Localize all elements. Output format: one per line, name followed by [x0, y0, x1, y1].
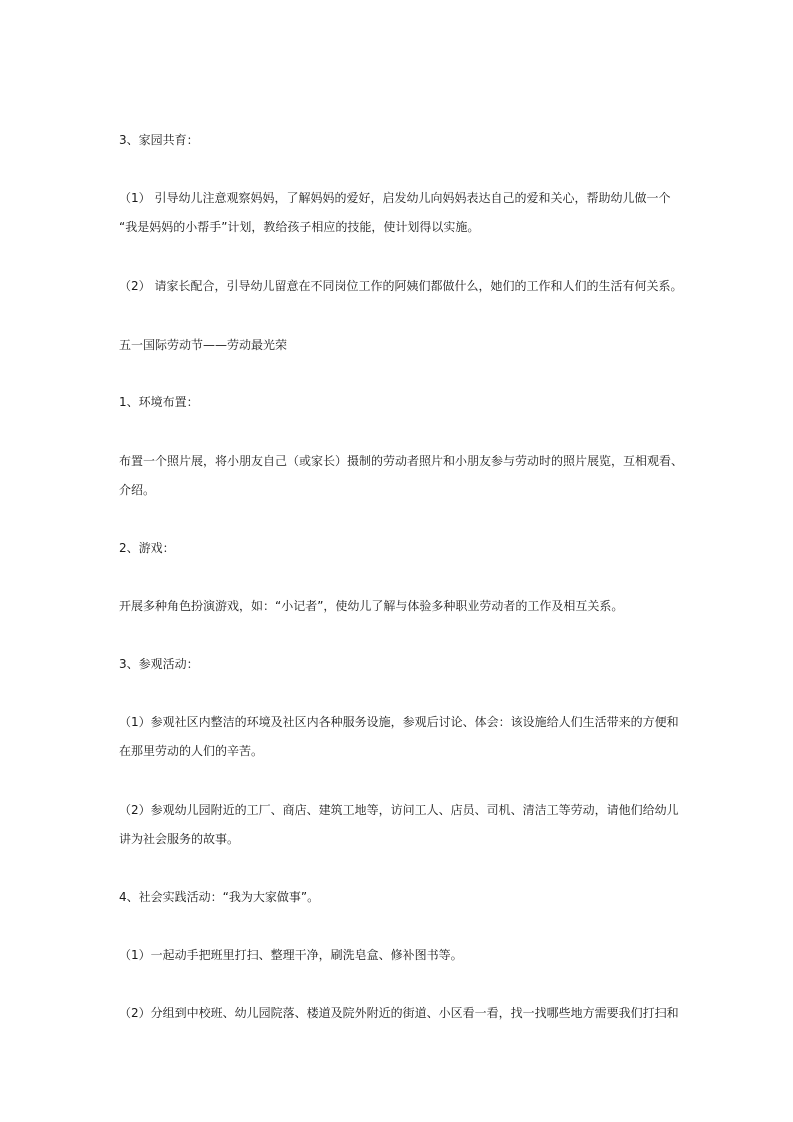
text-line: 布置一个照片展，将小朋友自己（或家长）摄制的劳动者照片和小朋友参与劳动时的照片展览，互相观看、	[119, 454, 684, 468]
text-line: 在那里劳动的人们的辛苦。	[119, 744, 264, 758]
paragraph-visit-1	[119, 708, 679, 766]
text-line: 讲为社会服务的故事。	[119, 832, 240, 846]
paragraph-role-play	[119, 592, 679, 621]
paragraph-photo-exhibit	[119, 447, 684, 505]
text-line: （1）一起动手把班里打扫、整理干净，刷洗皂盒、修补图书等。	[119, 948, 463, 962]
heading-social-practice	[119, 883, 679, 912]
paragraph-practice-1	[119, 941, 679, 970]
text-line: （2）参观幼儿园附近的工厂、商店、建筑工地等，访问工人、店员、司机、清洁工等劳动，请他们给幼儿	[119, 803, 679, 817]
section-title-labor-day	[119, 331, 679, 360]
heading-games	[119, 534, 679, 563]
text-line: 2、游戏：	[119, 541, 175, 555]
text-line: 介绍。	[119, 483, 156, 497]
text-line: （1）参观社区内整洁的环境及社区内各种服务设施，参观后讨论、体会：该设施给人们生活带来的方便和	[119, 715, 679, 729]
paragraph-practice-2	[119, 999, 679, 1028]
paragraph-visit-2	[119, 796, 679, 854]
text-line: 3、参观活动：	[119, 657, 199, 671]
text-line: 3、家园共育：	[119, 133, 199, 147]
heading-home-school	[119, 126, 679, 155]
paragraph-item-2	[119, 272, 683, 301]
text-line: “我是妈妈的小帮手”计划，教给孩子相应的技能，使计划得以实施。	[119, 220, 480, 234]
text-line: （2）分组到中校班、幼儿园院落、楼道及院外附近的街道、小区看一看，找一找哪些地方需要我们打扫和	[119, 1006, 679, 1020]
text-line: （2） 请家长配合，引导幼儿留意在不同岗位工作的阿姨们都做什么，她们的工作和人们的生活有何关系。	[119, 279, 683, 293]
text-line: 开展多种角色扮演游戏，如：“小记者”，使幼儿了解与体验多种职业劳动者的工作及相互关系。	[119, 599, 624, 613]
text-line: 1、环境布置：	[119, 395, 199, 409]
text-line: 4、社会实践活动：“我为大家做事”。	[119, 890, 320, 904]
paragraph-item-1	[119, 184, 679, 242]
text-line: 五一国际劳动节——劳动最光荣	[119, 338, 288, 352]
text-line: （1） 引导幼儿注意观察妈妈，了解妈妈的爱好，启发幼儿向妈妈表达自己的爱和关心，帮助幼儿做一个	[119, 191, 671, 205]
heading-environment	[119, 388, 679, 417]
heading-visits	[119, 650, 679, 679]
